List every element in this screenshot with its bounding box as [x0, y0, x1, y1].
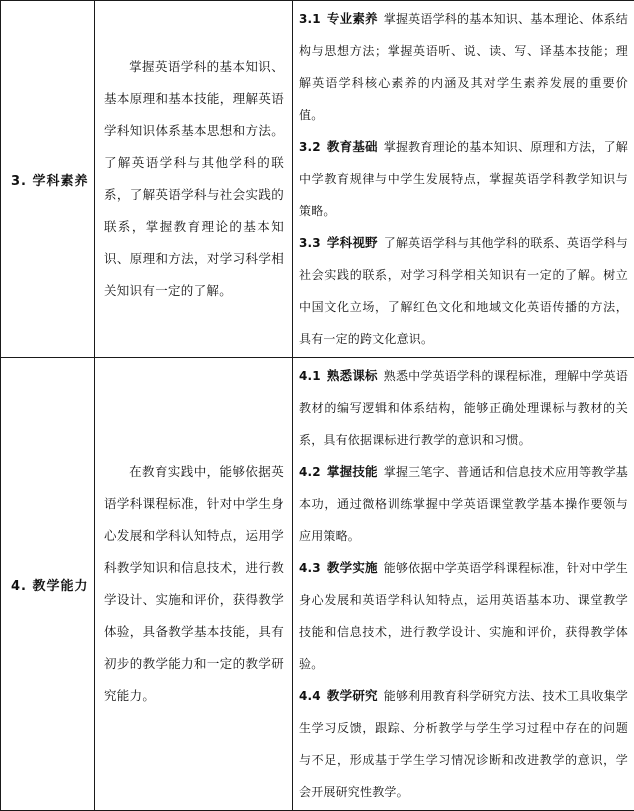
indicator-item: [299, 227, 628, 355]
table-row: [1, 358, 634, 811]
indicator-title: 教学实施: [327, 560, 378, 575]
indicator-text: 能够利用教育科学研究方法、技术工具收集学生学习反馈，跟踪、分析教学与学生学习过程中存在的问题与不足，形成基于学生学习情况诊断和改进教学的意识，学会开展研究性教学。: [299, 689, 628, 799]
indicator-number: 4.1: [299, 369, 321, 383]
indicator-title: 掌握技能: [327, 464, 378, 479]
indicator-text: 能够依据中学英语学科课程标准，针对中学生身心发展和英语学科认知特点，运用英语基本功、课堂教学技能和信息技术，进行教学设计、实施和评价，获得教学体验。: [299, 561, 628, 671]
indicator-title: 学科视野: [327, 235, 378, 250]
indicator-number: 4.2: [299, 465, 321, 479]
indicator-list: [293, 1, 634, 358]
requirement-name: 3. 学科素养: [1, 1, 95, 358]
requirement-description: 掌握英语学科的基本知识、基本原理和基本技能，理解英语学科知识体系基本思想和方法。了解英语学科与其他学科的联系，了解英语学科与社会实践的联系，掌握教育理论的基本知识、原理和方法，对学习科学相关知识有一定的了解。: [95, 1, 293, 358]
indicator-text: 了解英语学科与其他学科的联系、英语学科与社会实践的联系，对学习科学相关知识有一定的了解。树立中国文化立场，了解红色文化和地域文化英语传播的方法，具有一定的跨文化意识。: [299, 236, 628, 346]
indicator-title: 教育基础: [327, 139, 378, 154]
indicator-title: 教学研究: [327, 688, 378, 703]
table-row: [1, 1, 634, 358]
indicator-title: 熟悉课标: [327, 368, 378, 383]
indicator-text: 掌握教育理论的基本知识、原理和方法，了解中学教育规律与中学生发展特点，掌握英语学科教学知识与策略。: [299, 140, 628, 218]
indicator-item: [299, 3, 628, 131]
indicator-number: 3.3: [299, 236, 321, 250]
indicator-title: 专业素养: [327, 11, 378, 26]
indicator-number: 4.3: [299, 561, 321, 575]
indicator-number: 3.2: [299, 140, 321, 154]
indicator-list: [293, 358, 634, 811]
indicator-item: [299, 552, 628, 680]
indicator-number: 3.1: [299, 12, 321, 26]
requirement-description: 在教育实践中，能够依据英语学科课程标准，针对中学生身心发展和学科认知特点，运用学科教学知识和信息技术，进行教学设计、实施和评价，获得教学体验，具备教学基本技能，具有初步的教学能力和一定的教学研究能力。: [95, 358, 293, 811]
requirement-name: 4. 教学能力: [1, 358, 95, 811]
indicator-item: [299, 456, 628, 552]
indicator-item: [299, 360, 628, 456]
indicator-text: 熟悉中学英语学科的课程标准，理解中学英语教材的编写逻辑和体系结构，能够正确处理课标与教材的关系，具有依据课标进行教学的意识和习惯。: [299, 369, 628, 447]
indicator-text: 掌握英语学科的基本知识、基本理论、体系结构与思想方法；掌握英语听、说、读、写、译基本技能；理解英语学科核心素养的内涵及其对学生素养发展的重要价值。: [299, 12, 628, 122]
indicator-number: 4.4: [299, 689, 321, 703]
indicator-item: [299, 131, 628, 227]
indicator-item: [299, 680, 628, 808]
indicator-text: 掌握三笔字、普通话和信息技术应用等教学基本功，通过微格训练掌握中学英语课堂教学基本操作要领与应用策略。: [299, 465, 628, 543]
